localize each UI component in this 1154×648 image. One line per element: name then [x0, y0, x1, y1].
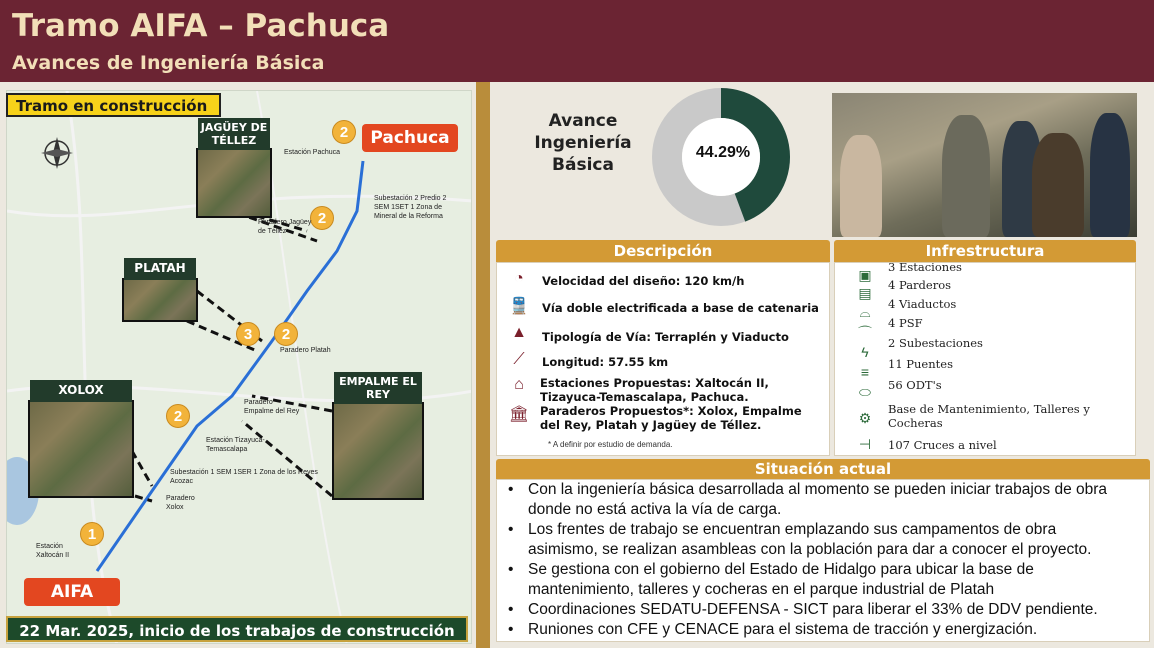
thumbnail-jaguey — [196, 121, 272, 218]
map-note: Subestación 2 Predio 2 SEM 1SET 1 Zona de Mineral de la Reforma — [374, 195, 447, 220]
culvert-icon: ⬭ — [859, 384, 871, 400]
page-title: Tramo AIFA – Pachuca — [12, 8, 390, 44]
infra-row: 3 Estaciones — [888, 260, 962, 274]
desc-footnote: * A definir por estudio de demanda. — [548, 440, 673, 449]
station-icon: ⌂ — [514, 376, 524, 393]
thumbnail-label: PLATAH — [124, 258, 196, 280]
terrain-icon: ▲ — [511, 324, 527, 341]
infra-row: Base de Mantenimiento, Talleres y Cocheras — [888, 402, 1090, 430]
bridge-icon: ≡ — [860, 364, 870, 380]
marker-number: 1 — [80, 522, 104, 546]
situacion-header: Situación actual — [496, 459, 1150, 479]
situacion-item: • Los frentes de trabajo se encuentran emplazando sus campamentos de obra asimismo, se realizan asambleas con la población para dar a conocer el proyecto. — [500, 520, 1130, 560]
infra-row: 11 Puentes — [888, 357, 953, 371]
desc-row: Velocidad del diseño: 120 km/h — [542, 274, 745, 288]
thumbnail-platah — [122, 261, 198, 322]
bridge-icon: ⌒ — [858, 325, 872, 341]
situacion-item: • Coordinaciones SEDATU-DEFENSA - SICT para liberar el 33% de DDV pendiente. — [500, 600, 1130, 620]
marker-number: 2 — [310, 206, 334, 230]
crossing-icon: ⊣ — [858, 436, 872, 452]
infra-row: 4 Parderos — [888, 278, 952, 292]
desc-row: Estaciones Propuestas: Xaltocán II, Tizayuca-Temascalapa, Pachuca. — [540, 376, 769, 404]
avance-label: Avance Ingeniería Básica — [534, 111, 632, 175]
map-note: Paradero Platah — [280, 347, 331, 354]
vertical-divider — [476, 82, 490, 648]
map-note: Estación Xaltocán II — [36, 543, 70, 559]
infra-row: 4 PSF — [888, 316, 923, 330]
stop-icon: ▤ — [858, 285, 872, 301]
aerial-image — [30, 402, 132, 496]
thumbnail-label: XOLOX — [30, 380, 132, 402]
map-note: Estación Pachuca — [284, 149, 341, 156]
tramo-badge: Tramo en construcción — [6, 93, 221, 117]
workshop-icon: ⚙ — [858, 410, 872, 426]
ruler-icon: ⟋ — [513, 351, 525, 368]
station-icon: ▣ — [858, 267, 872, 283]
thumbnail-empalme — [332, 375, 424, 500]
descripcion-header: Descripción — [496, 240, 830, 262]
marker-number: 2 — [332, 120, 356, 144]
map-note: Subestación 1 SEM 1SER 1 Zona de los Reyes Acozac — [170, 469, 318, 485]
field-visit-photo — [832, 93, 1137, 237]
thumbnail-xolox — [28, 383, 134, 498]
infra-row: 2 Subestaciones — [888, 336, 983, 350]
desc-row: Tipología de Vía: Terraplén y Viaducto — [542, 330, 789, 344]
marker-number: 3 — [236, 322, 260, 346]
infra-row: 107 Cruces a nivel — [888, 438, 997, 452]
viaduct-icon: ⌓ — [859, 304, 871, 320]
header-bar — [0, 0, 1154, 82]
map-note: Paradero Empalme del Rey — [244, 399, 300, 415]
desc-row: Paraderos Propuestos*: Xolox, Empalme del Rey, Platah y Jagüey de Téllez. — [540, 404, 802, 432]
infra-row: 56 ODT's — [888, 378, 942, 392]
building-icon: 🏛 — [508, 406, 530, 423]
speedometer-icon: ◔ — [514, 270, 524, 287]
aerial-image — [334, 404, 422, 498]
lightning-icon: ϟ — [861, 344, 869, 360]
avance-value: 44.29% — [695, 144, 751, 161]
aerial-image — [198, 150, 270, 216]
page-subtitle: Avances de Ingeniería Básica — [12, 52, 325, 74]
map-note: Estación Tizayuca-Temascalapa — [206, 437, 265, 453]
situacion-list — [500, 480, 1130, 640]
desc-row: Longitud: 57.55 km — [542, 355, 669, 369]
situacion-item: • Runiones con CFE y CENACE para el sistema de tracción y energización. — [500, 620, 1130, 640]
desc-row: Vía doble electrificada a base de catenaria — [542, 301, 819, 315]
situacion-item: • Se gestiona con el gobierno del Estado de Hidalgo para ubicar la base de mantenimiento, talleres y cocheras en el parque industrial de Platah — [500, 560, 1130, 600]
marker-number: 2 — [166, 404, 190, 428]
marker-number: 2 — [274, 322, 298, 346]
city-label-pachuca: Pachuca — [362, 124, 458, 152]
aerial-image — [124, 280, 196, 320]
thumbnail-label: EMPALME EL REY — [334, 372, 422, 404]
situacion-item: • Con la ingeniería básica desarrollada al momento se pueden iniciar trabajos de obra donde no está activa la vía de carga. — [500, 480, 1130, 520]
map-note: Paradero Xolox — [166, 495, 195, 511]
infra-row: 4 Viaductos — [888, 297, 957, 311]
city-label-aifa: AIFA — [24, 578, 120, 606]
infraestructura-header: Infrestructura — [834, 240, 1136, 262]
thumbnail-label: JAGÜEY DE TÉLLEZ — [198, 118, 270, 150]
train-icon: 🚆 — [509, 298, 529, 315]
construction-start-banner: 22 Mar. 2025, inicio de los trabajos de construcción — [6, 616, 468, 642]
map-note: Paradero Jagüey de Téllez — [258, 219, 312, 235]
